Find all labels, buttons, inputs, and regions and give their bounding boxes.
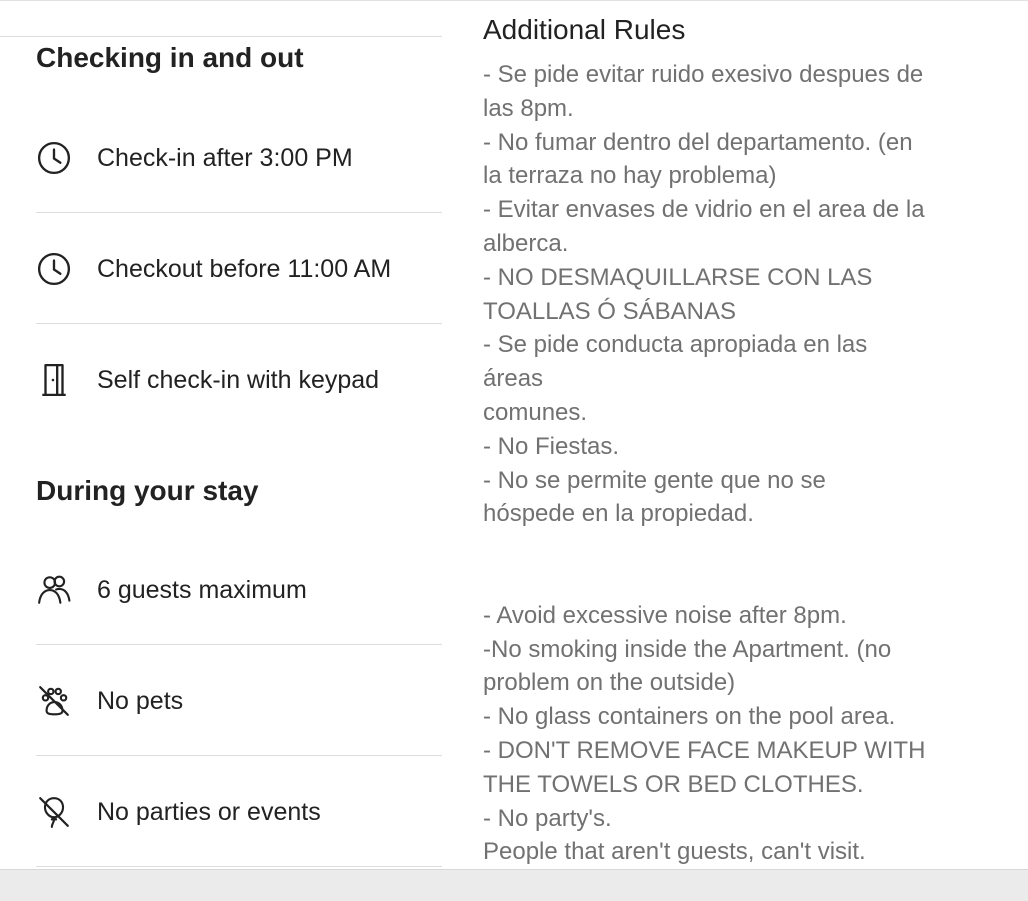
rule-text-line: People that aren't guests, can't visit. [483, 838, 866, 866]
section-title-checking: Checking in and out [36, 42, 304, 73]
rule-text-line: - No party's. [483, 804, 612, 832]
rule-text-line: - DON'T REMOVE FACE MAKEUP WITH [483, 736, 926, 764]
rule-text-line: - NO DESMAQUILLARSE CON LAS [483, 263, 873, 291]
rule-text-line: comunes. [483, 398, 588, 426]
divider [36, 866, 442, 867]
rule-text-line: las 8pm. [483, 94, 574, 122]
section-title-stay: During your stay [36, 475, 259, 506]
rule-max-guests [36, 570, 442, 610]
additional-rules-text [483, 58, 1003, 869]
rule-checkout-time [36, 249, 442, 289]
rule-no-parties [36, 792, 442, 832]
bottom-bar [0, 869, 1028, 901]
rule-text-line [483, 565, 1003, 599]
rule-text-line: hóspede en la propiedad. [483, 500, 754, 528]
rule-label: No pets [97, 686, 184, 715]
rule-text-line: - Evitar envases de vidrio en el area de la [483, 196, 925, 224]
divider [36, 212, 442, 213]
divider [0, 36, 442, 37]
divider [36, 644, 442, 645]
rule-text-line: alberca. [483, 229, 569, 257]
rule-checkin-time [36, 138, 442, 178]
rule-no-pets [36, 681, 442, 721]
rule-text-line: - Avoid excessive noise after 8pm. [483, 601, 847, 629]
rule-text-line: - Se pide evitar ruido exesivo despues de [483, 61, 924, 88]
rule-label: Check-in after 3:00 PM [97, 143, 353, 172]
rule-text-line: THE TOWELS OR BED CLOTHES. [483, 770, 864, 798]
rule-text-line: la terraza no hay problema) [483, 162, 777, 190]
no-pets-icon [36, 683, 72, 719]
clock-icon [36, 251, 72, 287]
guests-icon [36, 572, 72, 608]
rule-text-line: - Se pide conducta apropiada en las [483, 331, 868, 359]
house-rules-list [0, 0, 442, 870]
door-icon [36, 362, 72, 398]
rule-text-line: áreas [483, 365, 544, 393]
rule-text-line: - No Fiestas. [483, 432, 620, 460]
additional-rules-title: Additional Rules [483, 14, 686, 45]
rule-label: 6 guests maximum [97, 575, 307, 604]
rule-text-line: - No fumar dentro del departamento. (en [483, 128, 913, 156]
divider [36, 323, 442, 324]
rule-text-line: -No smoking inside the Apartment. (no [483, 635, 892, 663]
rule-text-line: problem on the outside) [483, 669, 736, 697]
clock-icon [36, 140, 72, 176]
rule-text-line: - No glass containers on the pool area. [483, 703, 896, 731]
no-parties-icon [36, 794, 72, 830]
rule-label: No parties or events [97, 797, 321, 826]
rule-text-line: TOALLAS Ó SÁBANAS [483, 297, 736, 325]
rule-self-checkin [36, 360, 442, 400]
rule-text-line [483, 531, 1003, 565]
divider [36, 755, 442, 756]
rule-label: Checkout before 11:00 AM [97, 254, 392, 283]
rule-label: Self check-in with keypad [97, 365, 380, 394]
rule-text-line: - No se permite gente que no se [483, 466, 826, 494]
